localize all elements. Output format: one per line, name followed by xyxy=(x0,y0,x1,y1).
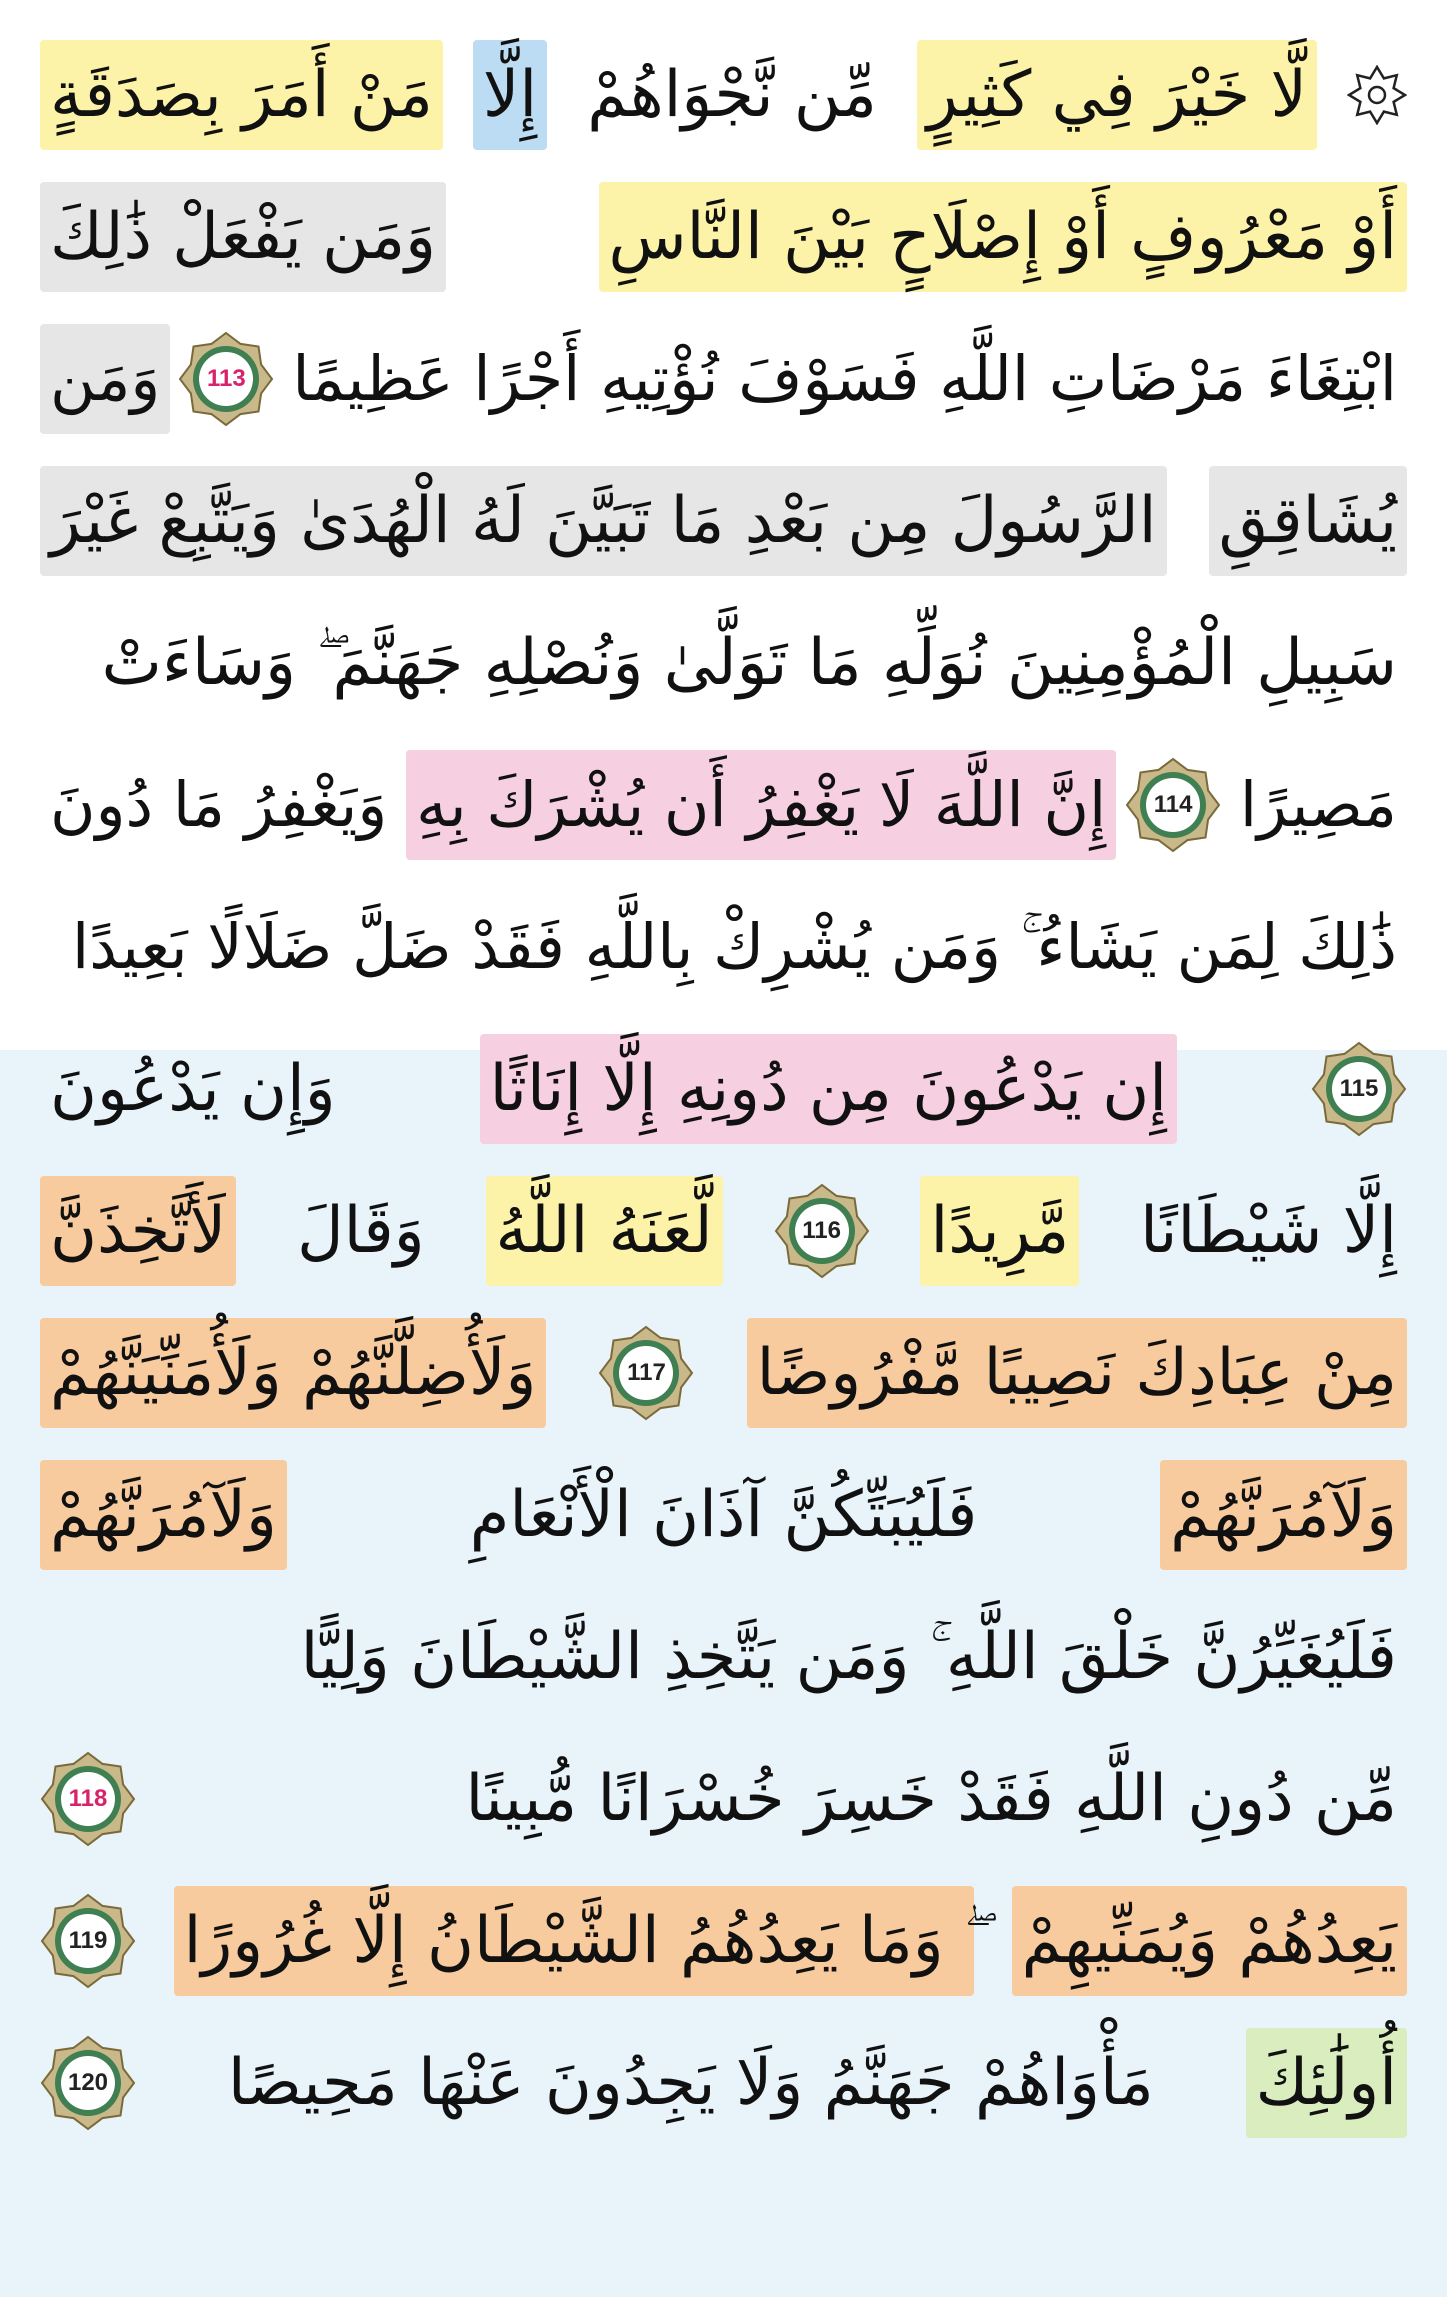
ayah-number: 116 xyxy=(802,1217,841,1244)
verse-line xyxy=(40,1440,1407,1590)
highlighted-verse-text: لَّعَنَهُ اللَّهُ xyxy=(486,1176,723,1286)
verse-text: وَقَالَ xyxy=(297,1194,425,1268)
highlighted-verse-text: لَّا خَيْرَ فِي كَثِيرٍ xyxy=(917,40,1317,150)
verse-line xyxy=(40,2008,1407,2158)
verse-line-segments xyxy=(40,588,1407,738)
verse-text: وَيَغْفِرُ مَا دُونَ xyxy=(50,768,388,841)
verse-line xyxy=(40,1724,1407,1874)
verse-text: فَلَيُبَتِّكُنَّ آذَانَ الْأَنْعَامِ xyxy=(469,1478,978,1552)
highlighted-verse-text: وَلَآمُرَنَّهُمْ xyxy=(1160,1460,1407,1570)
verse-text: ذَٰلِكَ لِمَن يَشَاءُ ۚ وَمَن يُشْرِكْ بِاللَّهِ فَقَدْ ضَلَّ ضَلَالًا بَعِيدًا xyxy=(72,910,1397,983)
ayah-number-marker xyxy=(178,331,274,427)
highlighted-verse-text: لَأَتَّخِذَنَّ xyxy=(40,1176,236,1286)
verse-text: سَبِيلِ الْمُؤْمِنِينَ نُوَلِّهِ مَا تَوَلَّىٰ وَنُصْلِهِ جَهَنَّمَ ۖ وَسَاءَتْ xyxy=(101,626,1397,700)
verse-line-segments xyxy=(40,1014,1407,1164)
verse-line xyxy=(40,162,1407,312)
verse-line-segments xyxy=(40,162,1407,312)
highlighted-verse-text: الرَّسُولَ مِن بَعْدِ مَا تَبَيَّنَ لَهُ الْهُدَىٰ وَيَتَّبِعْ غَيْرَ xyxy=(40,466,1167,576)
ayah-number: 113 xyxy=(207,365,246,392)
verse-line xyxy=(40,1866,1407,2016)
verse-line-segments xyxy=(40,1298,1407,1448)
verse-line-segments xyxy=(40,1582,1407,1732)
ayah-number: 120 xyxy=(67,2069,109,2096)
verse-line xyxy=(40,20,1407,170)
ayah-number-marker xyxy=(40,2035,136,2131)
ayah-number: 118 xyxy=(68,1785,108,1812)
ayah-number-marker xyxy=(1311,1041,1407,1137)
highlighted-verse-text: وَمَن xyxy=(40,324,170,434)
verse-line-segments xyxy=(40,1866,1407,2016)
highlighted-verse-text: إِن يَدْعُونَ مِن دُونِهِ إِلَّا إِنَاثًا xyxy=(480,1034,1177,1144)
ayah-number-marker xyxy=(598,1325,694,1421)
ayah-number: 119 xyxy=(68,1927,108,1954)
verse-text: مِّن نَّجْوَاهُمْ xyxy=(587,58,877,132)
verse-line-segments xyxy=(40,304,1407,454)
highlighted-verse-text: أَوْ مَعْرُوفٍ أَوْ إِصْلَاحٍ بَيْنَ النَّاسِ xyxy=(599,182,1408,292)
highlighted-verse-text: مَنْ أَمَرَ بِصَدَقَةٍ xyxy=(40,40,443,150)
highlighted-verse-text: ۖ وَمَا يَعِدُهُمُ الشَّيْطَانُ إِلَّا غُرُورًا xyxy=(174,1886,974,1996)
verse-text: مَأْوَاهُمْ جَهَنَّمُ وَلَا يَجِدُونَ عَنْهَا مَحِيصًا xyxy=(227,2046,1154,2120)
ayah-number-marker xyxy=(40,1893,136,1989)
verse-line-segments xyxy=(40,20,1407,170)
highlighted-verse-text: أُولَٰئِكَ xyxy=(1246,2028,1407,2138)
verse-line-segments xyxy=(40,446,1407,596)
highlighted-verse-text: إِلَّا xyxy=(473,40,547,150)
highlighted-verse-text: وَلَأُضِلَّنَّهُمْ وَلَأُمَنِّيَنَّهُمْ xyxy=(40,1318,546,1428)
verse-line xyxy=(40,446,1407,596)
verse-line xyxy=(40,872,1407,1022)
verse-line-segments xyxy=(40,1156,1407,1306)
verse-line xyxy=(40,1582,1407,1732)
ayah-number-marker xyxy=(774,1183,870,1279)
verse-text: وَإِن يَدْعُونَ xyxy=(50,1052,336,1126)
verse-line-segments xyxy=(40,872,1407,1022)
highlighted-verse-text: مِنْ عِبَادِكَ نَصِيبًا مَّفْرُوضًا xyxy=(747,1318,1407,1428)
ayah-number: 114 xyxy=(1153,791,1193,818)
ayah-number-marker xyxy=(40,1751,136,1847)
verse-line-segments xyxy=(40,1724,1407,1874)
verse-line xyxy=(40,588,1407,738)
verse-line xyxy=(40,304,1407,454)
ayah-number-marker xyxy=(1125,757,1221,853)
verse-line xyxy=(40,730,1407,880)
highlighted-verse-text: وَلَآمُرَنَّهُمْ xyxy=(40,1460,287,1570)
flower-icon xyxy=(1347,65,1407,125)
verse-text: فَلَيُغَيِّرُنَّ خَلْقَ اللَّهِ ۚ وَمَن يَتَّخِذِ الشَّيْطَانَ وَلِيًّا xyxy=(300,1620,1397,1694)
verse-line-segments xyxy=(40,730,1407,880)
verse-line-segments xyxy=(40,1440,1407,1590)
highlighted-verse-text: وَمَن يَفْعَلْ ذَٰلِكَ xyxy=(40,182,446,292)
highlighted-verse-text: يَعِدُهُمْ وَيُمَنِّيهِمْ xyxy=(1012,1886,1407,1996)
verse-text: مِّن دُونِ اللَّهِ فَقَدْ خَسِرَ خُسْرَانًا مُّبِينًا xyxy=(465,1762,1397,1836)
verse-text: ابْتِغَاءَ مَرْضَاتِ اللَّهِ فَسَوْفَ نُؤْتِيهِ أَجْرًا عَظِيمًا xyxy=(292,342,1397,415)
ayah-number: 115 xyxy=(1339,1075,1379,1102)
highlighted-verse-text: مَّرِيدًا xyxy=(920,1176,1079,1286)
ayah-number: 117 xyxy=(627,1359,666,1386)
highlighted-verse-text: يُشَاقِقِ xyxy=(1209,466,1407,576)
highlighted-verse-text: إِنَّ اللَّهَ لَا يَغْفِرُ أَن يُشْرَكَ بِهِ xyxy=(406,750,1116,860)
verse-text: مَصِيرًا xyxy=(1239,768,1397,841)
verse-text: إِلَّا شَيْطَانًا xyxy=(1140,1194,1397,1268)
verse-line xyxy=(40,1156,1407,1306)
verse-line-segments xyxy=(40,2008,1407,2158)
verse-line xyxy=(40,1298,1407,1448)
verse-line xyxy=(40,1014,1407,1164)
